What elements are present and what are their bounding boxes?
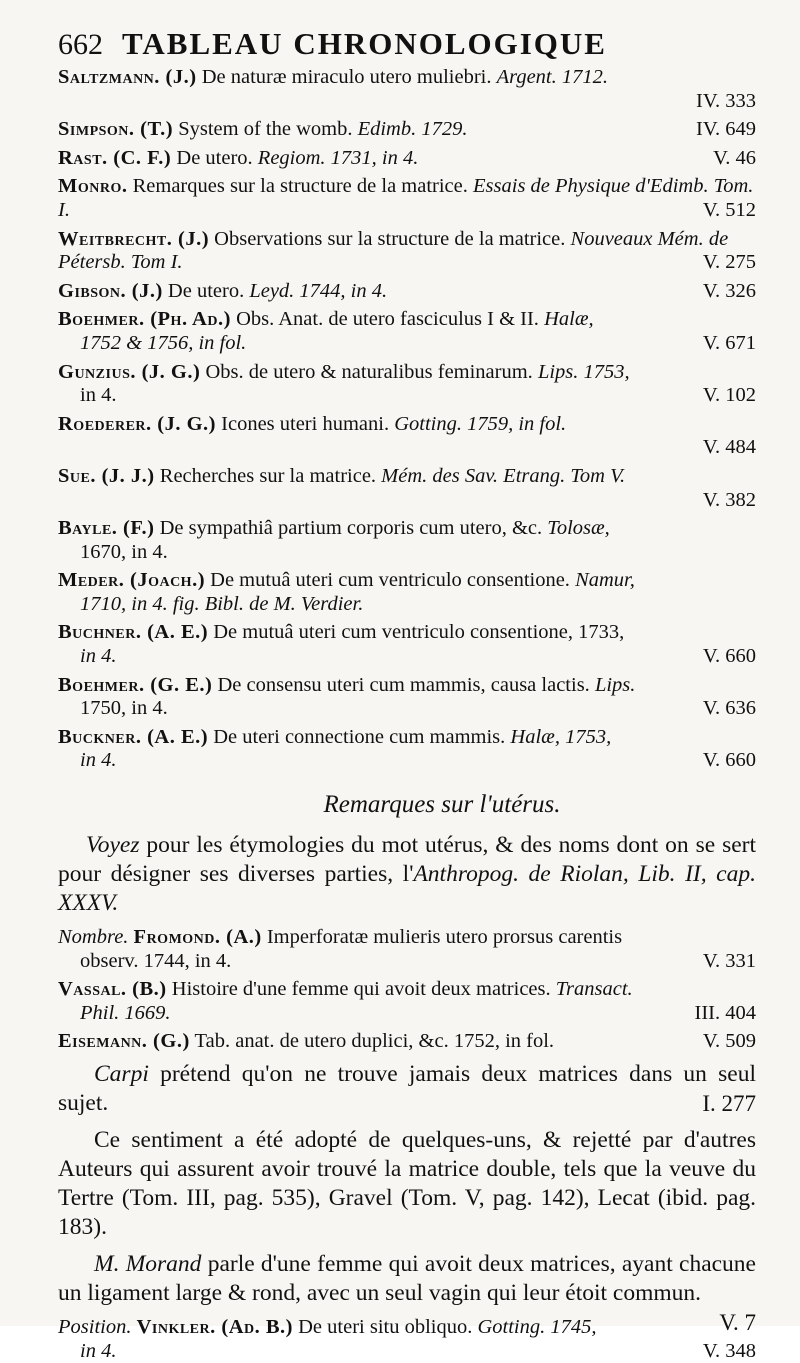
entry-reference: V. 636 — [702, 697, 756, 720]
entry-continuation: 1750, in 4. — [80, 697, 168, 720]
entry-reference: V. 512 — [702, 198, 756, 221]
entry-author: Gibson. (J.) — [58, 279, 163, 302]
entry-reference: V. 326 — [702, 279, 756, 302]
entry-reference: V. 102 — [702, 384, 756, 407]
paragraph-text: Ce sentiment a été adopté de quelques-uns, & rejetté par d'autres Auteurs qui assurent avoir trouvé la matrice double, tels que la veuve du Tertre (Tom. III, pag. 535), Gravel (Tom. V, pag. 142), Lecat (ibid. pag. 183). — [58, 1127, 756, 1240]
entry-title: De consensu uteri cum mammis, causa lactis. — [217, 673, 590, 696]
entry-reference: V. 660 — [702, 749, 756, 772]
entry-publication: Halæ, — [544, 308, 594, 331]
entry-title: De uteri connectione cum mammis. — [213, 725, 506, 748]
entry-title: Imperforatæ mulieris utero prorsus carentis — [266, 926, 623, 949]
bibliography-list — [58, 66, 756, 773]
entry-publication: Mém. des Sav. Etrang. Tom V. — [381, 464, 626, 487]
entry-continuation: in 4. — [80, 1339, 117, 1362]
entry-reference: V. 671 — [702, 331, 756, 354]
entry-title: Icones uteri humani. — [221, 412, 390, 435]
entry-reference: V. 275 — [702, 251, 756, 274]
entry-continuation: observ. 1744, in 4. — [80, 949, 232, 972]
entry-reference: IV. 333 — [696, 89, 756, 112]
paragraph — [58, 1060, 756, 1118]
entry-continuation: 1670, in 4. — [80, 540, 168, 563]
section-heading: Remarques sur l'utérus. — [323, 791, 561, 819]
entry-author: Sue. (J. J.) — [58, 464, 155, 487]
entry-publication: Lips. — [594, 673, 636, 696]
bibliography-entry — [58, 66, 756, 113]
entry-publication: Essais de Physique d'Edimb. Tom. I. — [58, 175, 754, 221]
entry-continuation: in 4. — [80, 749, 117, 772]
bibliography-entry — [58, 175, 756, 222]
entry-publication: Transact. — [555, 978, 633, 1001]
entry-reference: V. 660 — [702, 645, 756, 668]
entry-title: Obs. Anat. de utero fasciculus I & II. — [236, 308, 539, 331]
entry-publication: Gotting. 1745, — [477, 1316, 597, 1338]
entry-title: Histoire d'une femme qui avoit deux matrices. — [171, 978, 551, 1001]
entry-author: Meder. (Joach.) — [58, 569, 206, 592]
bibliography-entry — [58, 413, 756, 460]
paragraph-reference: V. 7 — [719, 1310, 756, 1335]
bibliography-entry — [58, 726, 756, 773]
entry-author: Eisemann. (G.) — [58, 1030, 190, 1053]
entry-author: Boehmer. (Ph. Ad.) — [58, 308, 231, 331]
entry-publication: Regiom. 1731, in 4. — [257, 146, 419, 169]
entry-title: Obs. de utero & naturalibus feminarum. — [205, 360, 533, 383]
entry-publication: Nouveaux Mém. de Pétersb. Tom I. — [58, 227, 729, 274]
bibliography-entry — [58, 621, 756, 668]
bibliography-entry — [58, 1316, 756, 1363]
entry-publication: Edimb. 1729. — [357, 118, 468, 141]
entry-title: System of the womb. — [178, 118, 353, 141]
entry-author: Boehmer. (G. E.) — [58, 673, 213, 696]
intro-paragraph — [58, 831, 756, 918]
paragraph-lead: Carpi — [94, 1061, 149, 1087]
entry-title: Observations sur la structure de la matrice. — [214, 227, 566, 250]
bibliography-entry — [58, 308, 756, 355]
entry-reference: V. 46 — [713, 146, 756, 169]
entry-continuation: in 4. — [80, 645, 117, 668]
entry-prefix: Position. — [58, 1316, 132, 1338]
entry-reference: V. 484 — [702, 436, 756, 459]
entry-author: Simpson. (T.) — [58, 118, 174, 141]
bibliography-entry — [58, 228, 756, 275]
entry-author: Fromond. (A.) — [133, 926, 262, 949]
bibliography-entry — [58, 674, 756, 721]
entry-title: De mutuâ uteri cum ventriculo consentione. — [210, 569, 570, 592]
entry-author: Weitbrecht. (J.) — [58, 227, 210, 250]
entry-author: Buchner. (A. E.) — [58, 621, 209, 644]
entry-author: Rast. (C. F.) — [58, 146, 172, 169]
entry-title: De mutuâ uteri cum ventriculo consentione, 1733, — [213, 621, 625, 644]
entry-publication: Leyd. 1744, in 4. — [249, 279, 388, 302]
entry-author: Vassal. (B.) — [58, 978, 167, 1001]
bibliography-entry — [58, 1030, 756, 1054]
paragraph-reference: I. 277 — [702, 1091, 756, 1116]
entry-title: De utero. — [167, 279, 245, 302]
entry-continuation: 1752 & 1756, in fol. — [80, 331, 247, 354]
entry-title: Remarques sur la structure de la matrice. — [132, 175, 468, 198]
bibliography-entry — [58, 569, 756, 616]
intro-voyez: Voyez — [86, 832, 140, 859]
entry-author: Buckner. (A. E.) — [58, 725, 209, 748]
page-header — [58, 26, 756, 66]
bibliography-entry — [58, 978, 756, 1025]
entry-reference: III. 404 — [694, 1001, 756, 1024]
entry-continuation: Phil. 1669. — [80, 1001, 171, 1024]
bibliography-entry — [58, 361, 756, 408]
entry-author: Monro. — [58, 175, 128, 198]
paragraph — [58, 1126, 756, 1242]
entry-reference: IV. 649 — [696, 118, 756, 141]
running-title: TABLEAU CHRONOLOGIQUE — [122, 26, 607, 61]
bibliography-list-3 — [58, 1316, 756, 1363]
entry-continuation: 1710, in 4. fig. Bibl. de M. Verdier. — [80, 592, 364, 615]
entry-title: De naturæ miraculo utero muliebri. — [201, 66, 492, 88]
entry-author: Bayle. (F.) — [58, 517, 155, 540]
bibliography-entry — [58, 147, 756, 171]
bibliography-list-2 — [58, 926, 756, 1054]
entry-reference: V. 348 — [702, 1339, 756, 1362]
paragraph-lead: M. Morand — [94, 1251, 202, 1277]
bibliography-entry — [58, 517, 756, 564]
bibliography-entry — [58, 465, 756, 512]
entry-title: De uteri situ obliquo. — [298, 1316, 473, 1338]
entry-reference: V. 509 — [702, 1030, 756, 1053]
entry-author: Saltzmann. (J.) — [58, 66, 197, 88]
entry-reference: V. 382 — [702, 488, 756, 511]
entry-publication: Tolosæ, — [547, 517, 610, 540]
intro-text: pour les étymologies du mot utérus, & des noms dont on se sert pour désigner ses diverses parties, l' — [58, 832, 756, 888]
entry-continuation: in 4. — [80, 384, 117, 407]
entry-title: De utero. — [176, 146, 253, 169]
entry-reference: V. 331 — [702, 949, 756, 972]
bibliography-entry — [58, 118, 756, 142]
entry-publication: Gotting. 1759, in fol. — [394, 412, 567, 435]
entry-publication: Lips. 1753, — [537, 360, 630, 383]
entry-publication: Namur, — [575, 569, 635, 592]
paragraph-text: parle d'une femme qui avoit deux matrices, ayant chacune un ligament large & rond, avec un seul vagin qui leur étoit commun. — [58, 1251, 756, 1306]
page-number: 662 — [58, 28, 103, 61]
entry-title: Recherches sur la matrice. — [159, 464, 377, 487]
entry-publication: Halæ, 1753, — [510, 725, 612, 748]
entry-prefix: Nombre. — [58, 926, 129, 949]
entry-title: De sympathiâ partium corporis cum utero, &c. — [159, 517, 543, 540]
entry-author: Roederer. (J. G.) — [58, 412, 217, 435]
bibliography-entry — [58, 280, 756, 304]
entry-title: Tab. anat. de utero duplici, &c. 1752, in fol. — [194, 1030, 555, 1053]
bibliography-entry — [58, 926, 756, 973]
entry-author: Gunzius. (J. G.) — [58, 360, 201, 383]
paragraph-text: prétend qu'on ne trouve jamais deux matrices dans un seul sujet. — [58, 1061, 757, 1116]
entry-author: Vinkler. (Ad. B.) — [136, 1316, 293, 1338]
entry-publication: Argent. 1712. — [496, 66, 609, 88]
intro-reference: Anthropog. de Riolan, Lib. II, cap. XXXV. — [58, 861, 756, 917]
